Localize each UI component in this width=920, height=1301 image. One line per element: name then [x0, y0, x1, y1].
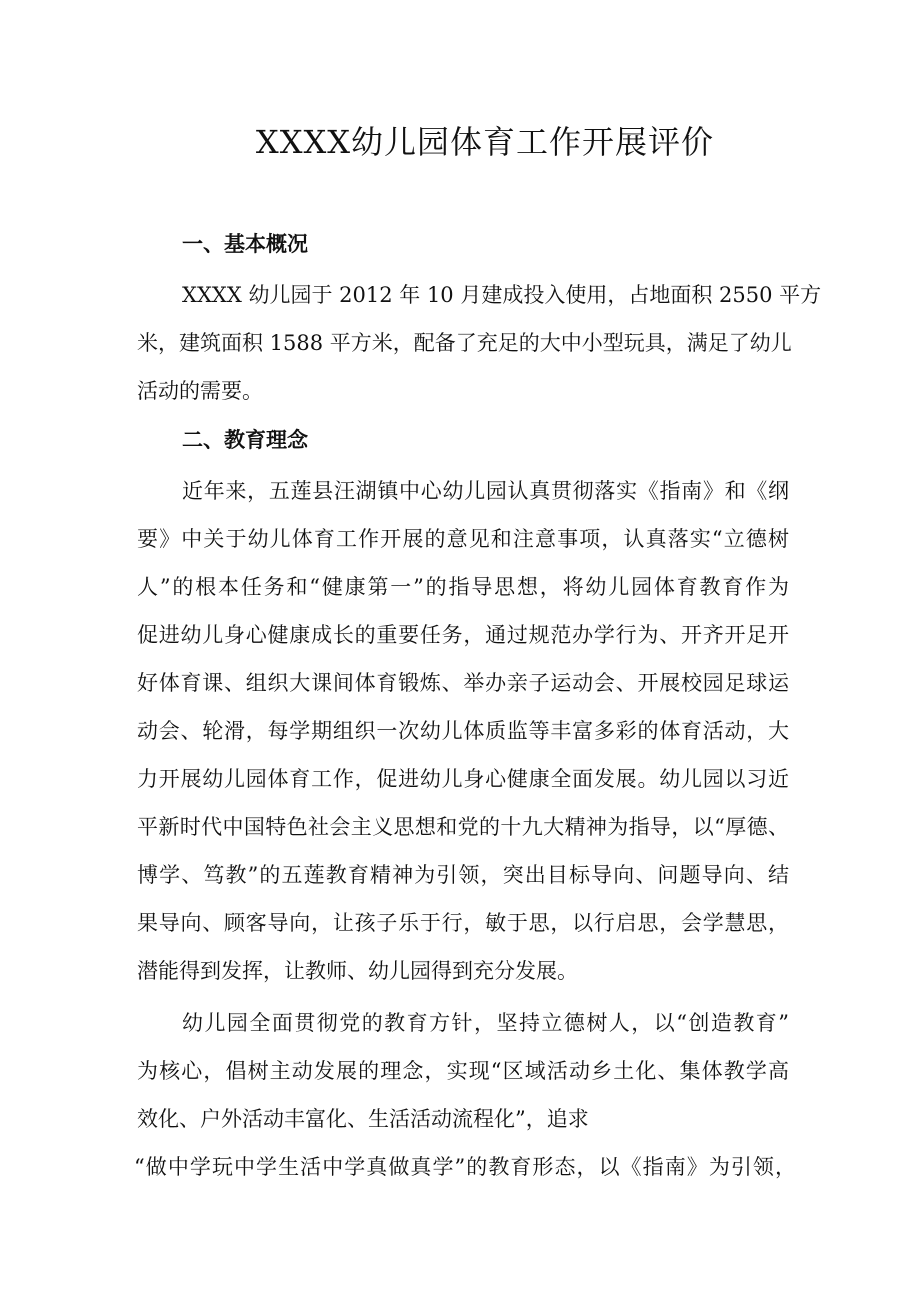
- paragraph-line: 平新时代中国特色社会主义思想和党的十九大精神为指导，以“厚德、: [137, 815, 789, 839]
- paragraph-line: 效化、户外活动丰富化、生活活动流程化”，追求: [137, 1107, 589, 1131]
- paragraph-line: 力开展幼儿园体育工作，促进幼儿身心健康全面发展。幼儿园以习近: [137, 767, 789, 791]
- section-heading-education-philosophy: 二、教育理念: [182, 428, 308, 452]
- paragraph-line: “做中学玩中学生活中学真做真学”的教育形态，以《指南》为引领，: [134, 1155, 796, 1179]
- paragraph-line: XXXX 幼儿园于 2012 年 10 月建成投入使用，占地面积 2550 平方: [182, 283, 822, 307]
- paragraph-line: 近年来，五莲县汪湖镇中心幼儿园认真贯彻落实《指南》和《纲: [182, 479, 789, 503]
- section-heading-basic-overview: 一、基本概况: [182, 232, 308, 256]
- paragraph-line: 人”的根本任务和“健康第一”的指导思想，将幼儿园体育教育作为: [137, 575, 789, 599]
- paragraph-line: 活动的需要。: [137, 379, 263, 403]
- paragraph-line: 动会、轮滑，每学期组织一次幼儿体质监等丰富多彩的体育活动，大: [137, 719, 789, 743]
- paragraph-line: 米，建筑面积 1588 平方米，配备了充足的大中小型玩具，满足了幼儿: [137, 331, 792, 355]
- paragraph-line: 为核心，倡树主动发展的理念，实现“区域活动乡土化、集体教学高: [137, 1059, 789, 1083]
- document-title: XXXX幼儿园体育工作开展评价: [255, 123, 715, 161]
- paragraph-line: 要》中关于幼儿体育工作开展的意见和注意事项，认真落实“立德树: [137, 527, 789, 551]
- paragraph-line: 潜能得到发挥，让教师、幼儿园得到充分发展。: [137, 959, 578, 983]
- paragraph-line: 好体育课、组织大课间体育锻炼、举办亲子运动会、开展校园足球运: [137, 671, 789, 695]
- paragraph-line: 博学、笃教”的五莲教育精神为引领，突出目标导向、问题导向、结: [137, 863, 789, 887]
- paragraph-line: 果导向、顾客导向，让孩子乐于行，敏于思，以行启思，会学慧思，: [137, 911, 789, 935]
- paragraph-line: 促进幼儿身心健康成长的重要任务，通过规范办学行为、开齐开足开: [137, 623, 789, 647]
- paragraph-line: 幼儿园全面贯彻党的教育方针，坚持立德树人，以“创造教育”: [182, 1011, 789, 1035]
